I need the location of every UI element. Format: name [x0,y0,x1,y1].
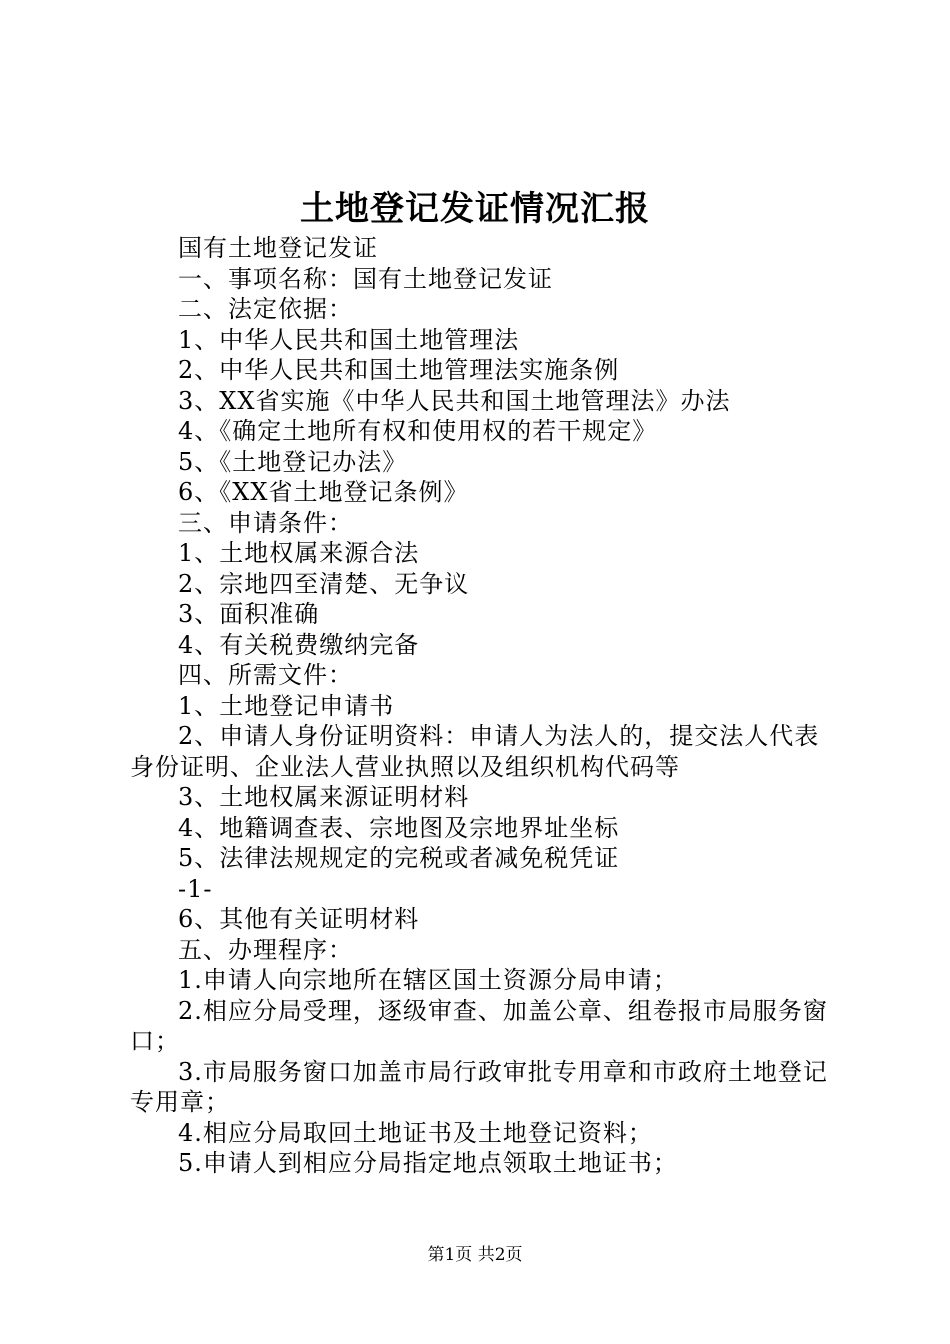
procedure-step-wrapped: 2.相应分局受理，逐级审查、加盖公章、组卷报市局服务窗口； [130,996,828,1055]
procedure-heading: 五、办理程序： [178,935,353,964]
legal-basis-item: 3、XX省实施《中华人民共和国土地管理法》办法 [178,386,731,415]
legal-basis-heading: 二、法定依据： [178,295,353,323]
documents-heading: 四、所需文件： [178,661,353,689]
document-item-wrapped: 2、申请人身份证明资料：申请人为法人的，提交法人代表身份证明、企业法人营业执照以及组织机构代码等 [130,722,820,781]
page-footer: 第1页 共2页 [427,1245,523,1265]
document-item: 3、土地权属来源证明材料 [178,783,470,811]
legal-basis-item: 5、《土地登记办法》 [178,447,408,476]
procedure-step: 4.相应分局取回土地证书及土地登记资料； [178,1118,653,1147]
condition-item: 1、土地权属来源合法 [178,539,420,567]
legal-basis-item: 6、《XX省土地登记条例》 [178,478,469,506]
procedure-step-wrapped: 3.市局服务窗口加盖市局行政审批专用章和市政府土地登记专用章； [130,1057,828,1116]
document-item: 4、地籍调查表、宗地图及宗地界址坐标 [178,813,620,842]
legal-basis-item: 1、中华人民共和国土地管理法 [178,325,520,354]
document-title: 土地登记发证情况汇报 [300,189,650,229]
procedure-step: 1.申请人向宗地所在辖区国土资源分局申请； [178,966,678,994]
document-body [130,233,830,1179]
condition-item: 3、面积准确 [178,600,320,628]
section-heading: 国有土地登记发证 [178,234,378,262]
condition-item: 2、宗地四至清楚、无争议 [178,569,470,598]
procedure-step: 5.申请人到相应分局指定地点领取土地证书； [178,1149,678,1177]
item-name-line: 一、事项名称：国有土地登记发证 [178,264,553,293]
document-item: 6、其他有关证明材料 [178,905,420,933]
condition-item: 4、有关税费缴纳完备 [178,630,420,659]
conditions-heading: 三、申请条件： [178,508,353,537]
legal-basis-item: 2、中华人民共和国土地管理法实施条例 [178,356,620,384]
document-item: 5、法律法规规定的完税或者减免税凭证 [178,844,620,872]
page-marker: -1- [178,874,213,903]
legal-basis-item: 4、《确定土地所有权和使用权的若干规定》 [178,417,658,445]
document-item: 1、土地登记申请书 [178,691,395,720]
